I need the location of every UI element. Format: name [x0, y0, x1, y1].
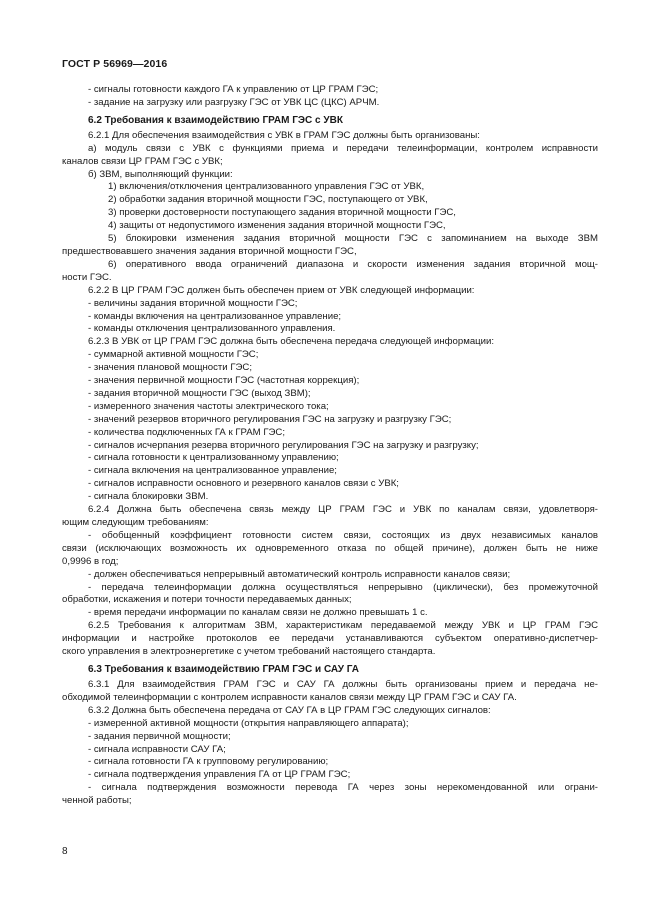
text-line: 3) проверки достоверности поступающего задания вторичной мощности ГЭС,: [108, 207, 456, 219]
text-line: 6.2.2 В ЦР ГРАМ ГЭС должен быть обеспечен прием от УВК следующей информации:: [88, 284, 475, 296]
document-body: [62, 84, 598, 808]
text-line: б) ЗВМ, выполняющий функции:: [88, 168, 233, 180]
text-line: - должен обеспечиваться непрерывный автоматический контроль исправности каналов связи;: [88, 568, 511, 580]
text-line: - сигнала подтверждения управления ГА от ЦР ГРАМ ГЭС;: [88, 769, 351, 781]
text-line: - время передачи информации по каналам связи не должно превышать 1 с.: [88, 607, 428, 619]
text-line: - измеренной активной мощности (открытия направляющего аппарата);: [88, 717, 409, 729]
text-line: - передача телеинформации должна осуществляться непрерывно (циклически), без промежуточной: [88, 581, 598, 593]
text-line: а) модуль связи с УВК с функциями приема и передачи телеинформации, контролем исправности: [88, 142, 598, 154]
text-line: - суммарной активной мощности ГЭС;: [88, 349, 259, 361]
document-header: ГОСТ Р 56969—2016: [62, 58, 168, 70]
text-line: - сигнала готовности ГА к групповому регулированию;: [88, 756, 329, 768]
text-line: - величины задания вторичной мощности ГЭС;: [88, 297, 298, 309]
text-line: - сигнала исправности САУ ГА;: [88, 743, 226, 755]
text-line: информации и настройке протоколов ее передачи устанавливаются субъектом оперативно-диспетчер-: [62, 633, 598, 645]
text-line: - сигналы готовности каждого ГА к управлению от ЦР ГРАМ ГЭС;: [88, 84, 379, 95]
text-line: связи (исключающих возможность их одновременного отказа по общей причине), должен быть не ниже: [62, 542, 598, 554]
text-line: - команды отключения централизованного управления.: [88, 323, 336, 335]
text-line: - задания первичной мощности;: [88, 730, 231, 742]
text-line: ченной работы;: [62, 795, 132, 807]
text-line: 6.2.5 Требования к алгоритмам ЗВМ, характеристикам передаваемой между УВК и ЦР ГРАМ ГЭС: [88, 620, 598, 632]
section-heading-6-2: 6.2 Требования к взаимодействию ГРАМ ГЭС с УВК: [88, 114, 343, 126]
page-number: 8: [62, 846, 68, 857]
text-line: - значений резервов вторичного регулирования ГЭС на загрузку и разгрузку ГЭС;: [88, 413, 452, 425]
text-line: 4) защиты от недопустимого изменения задания вторичной мощности ГЭС,: [108, 220, 446, 232]
text-line: каналов связи ЦР ГРАМ ГЭС с УВК;: [62, 155, 223, 167]
text-line: 2) обработки задания вторичной мощности ГЭС, поступающего от УВК,: [108, 194, 428, 206]
text-line: предшествовавшего значения задания вторичной мощности ГЭС,: [62, 245, 357, 257]
text-line: - количества подключенных ГА к ГРАМ ГЭС;: [88, 426, 286, 438]
text-line: 6.2.1 Для обеспечения взаимодействия с УВК в ГРАМ ГЭС должны быть организованы:: [88, 129, 480, 141]
text-line: 6) оперативного ввода ограничений диапазона и скорости изменения задания вторичной мощ-: [108, 258, 598, 270]
text-line: ского управления в электроэнергетике с учетом требований настоящего стандарта.: [62, 646, 436, 658]
text-line: обработки, искажения и потери точности передаваемых данных;: [62, 594, 352, 606]
text-line: - значения первичной мощности ГЭС (частотная коррекция);: [88, 375, 360, 387]
text-line: 6.3.2 Должна быть обеспечена передача от САУ ГА в ЦР ГРАМ ГЭС следующих сигналов:: [88, 704, 491, 716]
text-line: - сигналов исправности основного и резервного каналов связи с УВК;: [88, 478, 399, 490]
text-line: - задания вторичной мощности ГЭС (выход ЗВМ);: [88, 387, 311, 399]
text-line: - сигнала включения на централизованное управление;: [88, 465, 337, 477]
text-line: - сигнала блокировки ЗВМ.: [88, 491, 209, 503]
text-line: 5) блокировки изменения задания вторичной мощности ГЭС с запоминанием на выходе ЗВМ: [108, 233, 598, 245]
text-line: 6.2.3 В УВК от ЦР ГРАМ ГЭС должна быть обеспечена передача следующей информации:: [88, 336, 495, 348]
text-line: ности ГЭС.: [62, 271, 112, 283]
text-line: - команды включения на централизованное управление;: [88, 310, 342, 322]
text-line: - значения плановой мощности ГЭС;: [88, 362, 253, 374]
text-line: - обобщенный коэффициент готовности систем связи, состоящих из двух независимых каналов: [88, 529, 598, 541]
text-line: - задание на загрузку или разгрузку ГЭС от УВК ЦС (ЦКС) АРЧМ.: [88, 96, 380, 108]
text-line: ющим следующим требованиям:: [62, 517, 209, 528]
text-line: 6.3.1 Для взаимодействия ГРАМ ГЭС и САУ ГА должны быть организованы прием и передача не-: [88, 678, 598, 690]
section-heading-6-3: 6.3 Требования к взаимодействию ГРАМ ГЭС и САУ ГА: [88, 663, 360, 675]
text-line: 0,9996 в год;: [62, 555, 119, 567]
text-line: обходимой телеинформации с контролем исправности каналов связи между ЦР ГРАМ ГЭС и САУ ГА.: [62, 691, 517, 703]
text-line: - сигнала готовности к централизованному управлению;: [88, 452, 339, 464]
text-line: - сигнала подтверждения возможности перевода ГА через зоны нерекомендованной или ограни-: [88, 782, 598, 794]
text-line: - сигналов исчерпания резерва вторичного регулирования ГЭС на загрузку и разгрузку;: [88, 439, 479, 451]
text-line: 6.2.4 Должна быть обеспечена связь между ЦР ГРАМ ГЭС и УВК по каналам связи, удовлетворя-: [88, 504, 598, 516]
text-line: 1) включения/отключения централизованного управления ГЭС от УВК,: [108, 181, 425, 193]
text-line: - измеренного значения частоты электрического тока;: [88, 400, 329, 412]
